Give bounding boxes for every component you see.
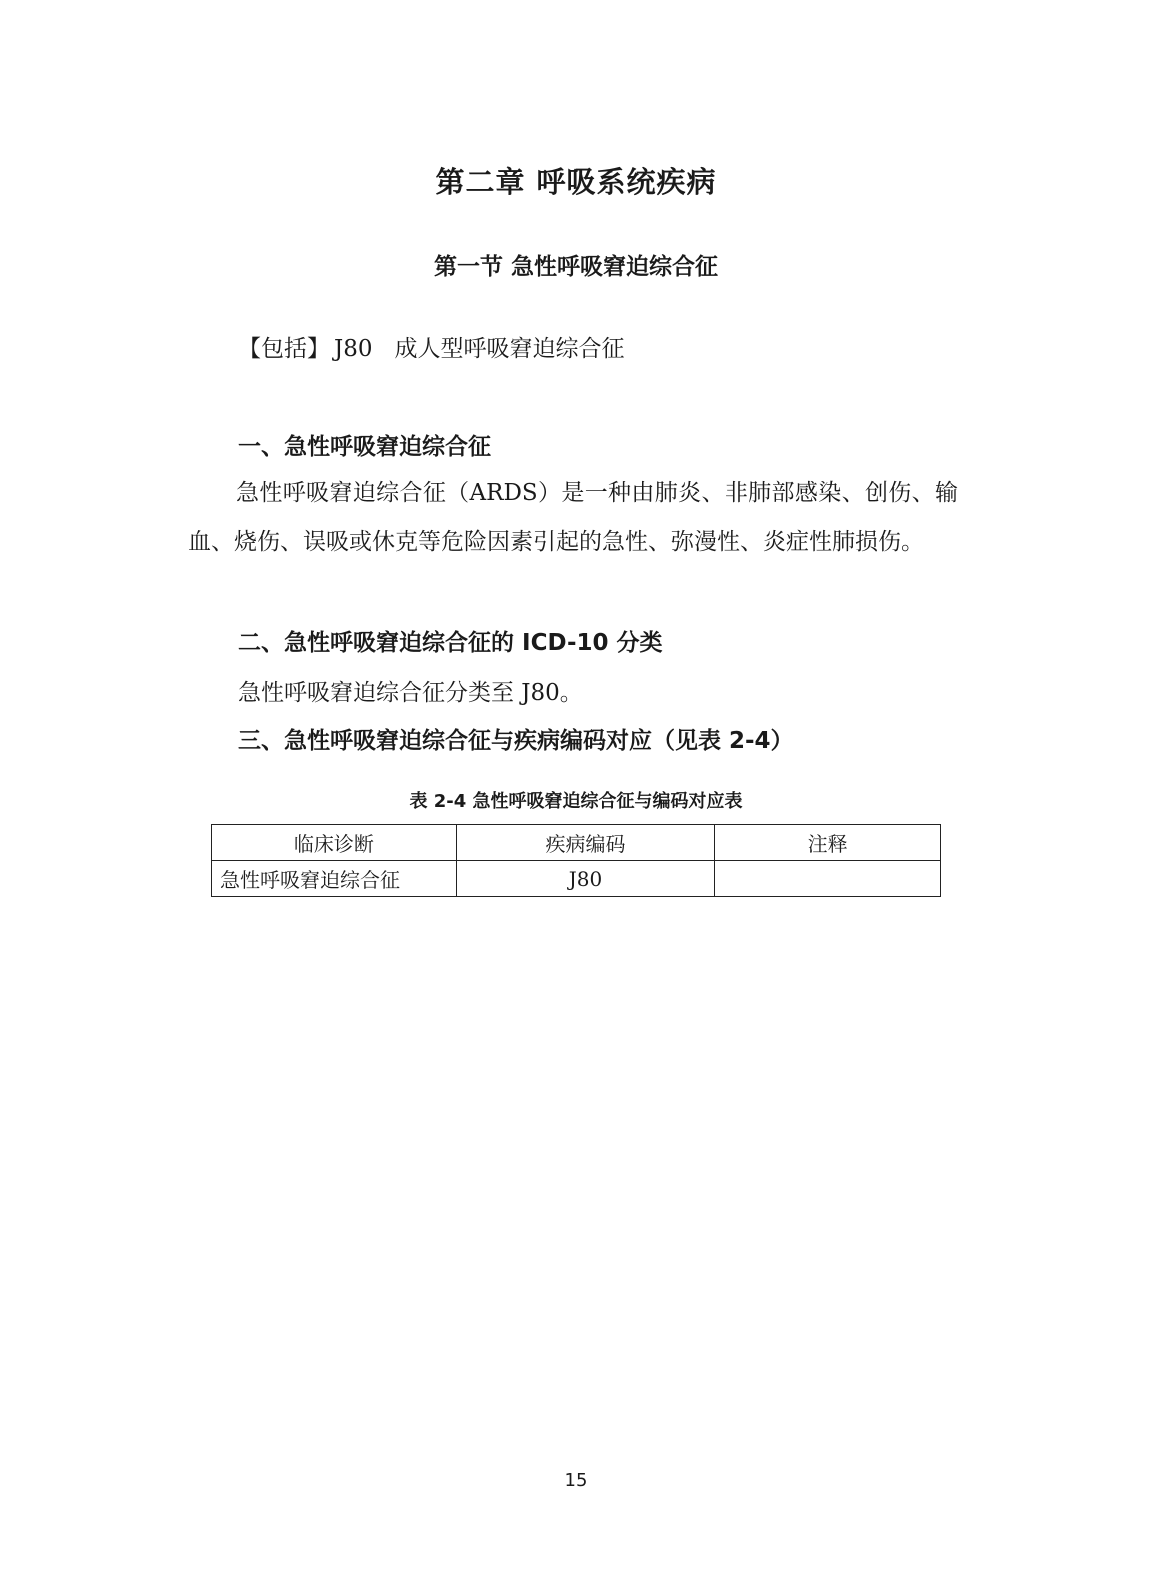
section-body-1: 急性呼吸窘迫综合征（ARDS）是一种由肺炎、非肺部感染、创伤、输血、烧伤、误吸或休克等危险因素引起的急性、弥漫性、炎症性肺损伤。 — [188, 480, 958, 555]
table-cell — [715, 861, 941, 897]
table-header-cell: 临床诊断 — [212, 825, 457, 861]
code-mapping-table — [211, 824, 941, 897]
includes-code: J80 — [334, 336, 373, 362]
chapter-title: 第二章 呼吸系统疾病 — [435, 165, 717, 199]
section-heading-3: 三、急性呼吸窘迫综合征与疾病编码对应（见表 2-4） — [238, 728, 794, 754]
table-row — [212, 861, 941, 897]
section-heading-1: 一、急性呼吸窘迫综合征 — [238, 434, 491, 460]
table-cell: J80 — [456, 861, 715, 897]
includes-line — [238, 330, 625, 363]
page-number: 15 — [564, 1470, 588, 1491]
table-cell: 急性呼吸窘迫综合征 — [212, 861, 457, 897]
section-title: 第一节 急性呼吸窘迫综合征 — [433, 254, 718, 280]
table-header-cell: 注释 — [715, 825, 941, 861]
section-body-2: 急性呼吸窘迫综合征分类至 J80。 — [238, 680, 583, 706]
section-heading-2: 二、急性呼吸窘迫综合征的 ICD-10 分类 — [238, 630, 663, 656]
table-header-row — [212, 825, 941, 861]
includes-label: 【包括】 — [238, 336, 330, 362]
includes-term: 成人型呼吸窘迫综合征 — [394, 336, 625, 362]
table-caption: 表 2-4 急性呼吸窘迫综合征与编码对应表 — [409, 791, 743, 812]
table-header-cell: 疾病编码 — [456, 825, 715, 861]
